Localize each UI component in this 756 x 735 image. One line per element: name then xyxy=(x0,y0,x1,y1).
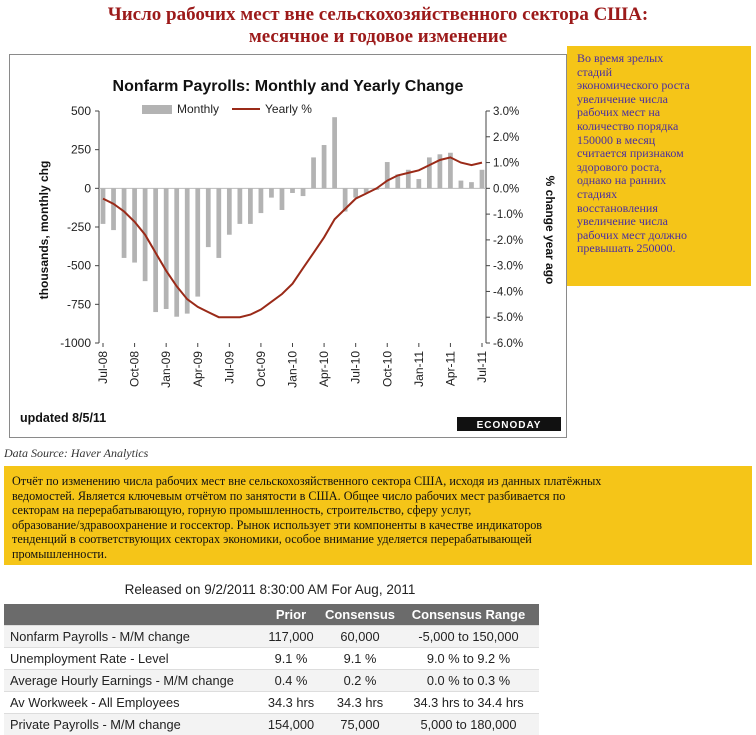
row-prior: 154,000 xyxy=(260,714,322,735)
x-tick-label: Jul-10 xyxy=(348,351,363,384)
row-name: Private Payrolls - M/M change xyxy=(4,714,260,735)
chart-title: Nonfarm Payrolls: Monthly and Yearly Change xyxy=(112,78,464,95)
monthly-bar xyxy=(237,188,242,224)
note-line: количество порядка xyxy=(577,118,679,133)
row-prior: 117,000 xyxy=(260,626,322,648)
monthly-bar xyxy=(385,162,390,188)
y-tick-label-right: -2.0% xyxy=(493,234,524,247)
monthly-bar xyxy=(195,188,200,296)
y-tick-label-right: 2.0% xyxy=(493,131,520,144)
x-tick-label: Jan-11 xyxy=(411,351,426,387)
note-line: превышать 250000. xyxy=(577,241,676,256)
description-line: секторам на перерабатывающую, горную промышленность, строительство, сферу услуг, xyxy=(12,503,472,517)
monthly-bar xyxy=(416,179,421,188)
table-row xyxy=(4,626,539,648)
x-tick-label: Apr-09 xyxy=(190,351,205,388)
y-tick-label-left: 0 xyxy=(84,181,91,196)
yearly-line xyxy=(103,157,482,317)
note-line: однако на ранних xyxy=(577,173,667,188)
description-line: тенденций в соответствующих секторах экономики, особое внимание уделяется перерабатывающей xyxy=(12,532,532,546)
y-tick-label-right: 0.0% xyxy=(493,183,520,196)
monthly-bar xyxy=(248,188,253,224)
y-tick-label-left: -1000 xyxy=(60,336,91,350)
monthly-bar xyxy=(122,188,127,258)
legend-monthly-label: Monthly xyxy=(177,102,220,116)
econoday-logo: ECONODAY xyxy=(476,420,542,431)
row-range: 9.0 % to 9.2 % xyxy=(398,648,539,670)
monthly-bar xyxy=(185,188,190,313)
x-tick-label: Jan-10 xyxy=(285,351,300,388)
release-header: Released on 9/2/2011 8:30:00 AM For Aug, 2011 xyxy=(124,582,416,597)
y-tick-label-right: -4.0% xyxy=(493,286,524,299)
row-consensus: 34.3 hrs xyxy=(322,692,398,714)
table-row xyxy=(4,670,539,692)
legend-monthly-swatch xyxy=(142,105,172,114)
y-tick-label-right: 1.0% xyxy=(493,157,520,170)
description-line: ведомостей. Является ключевым отчётом по занятости в США. Общее число рабочих мест разбивается по xyxy=(12,488,566,503)
monthly-bar xyxy=(353,188,358,197)
monthly-bar xyxy=(101,188,106,224)
page-title-line1: Число рабочих мест вне сельскохозяйственного сектора США: xyxy=(107,4,649,25)
data-source: Data Source: Haver Analytics xyxy=(4,446,149,460)
description-line: промышленности. xyxy=(12,546,108,561)
row-name: Average Hourly Earnings - M/M change xyxy=(4,670,260,692)
x-tick-label: Oct-09 xyxy=(253,351,268,388)
monthly-bar xyxy=(111,188,116,230)
monthly-bar xyxy=(164,188,169,309)
note-box xyxy=(567,46,751,286)
monthly-bar xyxy=(332,117,337,188)
monthly-bar xyxy=(259,188,264,213)
row-range: 5,000 to 180,000 xyxy=(398,714,539,735)
table-row xyxy=(4,648,539,670)
col-header-consensus: Consensus xyxy=(322,604,398,626)
y-tick-label-right: -1.0% xyxy=(493,209,524,222)
monthly-bar xyxy=(427,157,432,188)
row-consensus: 60,000 xyxy=(322,626,398,648)
row-prior: 9.1 % xyxy=(260,648,322,670)
note-line: стадий xyxy=(577,64,612,79)
x-tick-label: Jul-09 xyxy=(222,351,237,384)
description-box xyxy=(4,466,752,565)
payrolls-chart xyxy=(9,54,567,438)
row-name: Unemployment Rate - Level xyxy=(4,648,260,670)
row-prior: 34.3 hrs xyxy=(260,692,322,714)
row-name: Av Workweek - All Employees xyxy=(4,692,260,714)
note-line: считается признаком xyxy=(577,146,684,161)
monthly-bar xyxy=(174,188,179,316)
col-header-range: Consensus Range xyxy=(398,604,539,626)
y-tick-label-right: 3.0% xyxy=(493,106,520,118)
monthly-bar xyxy=(269,188,274,197)
y-tick-label-right: -5.0% xyxy=(493,312,524,325)
note-line: восстановления xyxy=(577,200,658,215)
note-line: рабочих мест на xyxy=(577,105,661,120)
page-title xyxy=(0,4,756,48)
monthly-bar xyxy=(280,188,285,210)
y-axis-title-left: thousands, monthly chg xyxy=(37,160,51,300)
y-tick-label-right: -6.0% xyxy=(493,338,524,350)
chart-canvas xyxy=(10,55,566,437)
row-range: -5,000 to 150,000 xyxy=(398,626,539,648)
monthly-bar xyxy=(459,181,464,189)
table-header-row xyxy=(4,604,539,626)
legend-yearly-label: Yearly % xyxy=(265,102,312,116)
description-line: Отчёт по изменению числа рабочих мест вне сельскохозяйственного сектора США, исходя из данных платёжных xyxy=(12,474,602,488)
note-line: экономического роста xyxy=(577,78,690,93)
monthly-bar xyxy=(216,188,221,258)
row-name: Nonfarm Payrolls - M/M change xyxy=(4,626,260,648)
note-line: Во время зрелых xyxy=(577,51,664,65)
note-line: стадиях xyxy=(577,186,618,201)
col-header-prior: Prior xyxy=(260,604,322,626)
note-line: 150000 в месяц xyxy=(577,132,656,147)
monthly-bar xyxy=(480,170,485,189)
monthly-bar xyxy=(311,157,316,188)
row-consensus: 75,000 xyxy=(322,714,398,735)
updated-label: updated 8/5/11 xyxy=(20,411,107,425)
page-title-line2: месячное и годовое изменение xyxy=(248,26,508,47)
x-tick-label: Oct-10 xyxy=(380,351,395,388)
y-tick-label-left: -250 xyxy=(66,220,91,234)
note-line: рабочих мест должно xyxy=(577,227,688,242)
y-tick-label-left: -500 xyxy=(66,258,91,273)
x-tick-label: Jan-09 xyxy=(159,351,174,388)
description-line: образование/здравоохранение и госсектор. Рынок использует эти компоненты в качестве индикаторов xyxy=(12,517,543,532)
col-header-name xyxy=(4,604,260,626)
monthly-bar xyxy=(227,188,232,234)
x-tick-label: Apr-11 xyxy=(443,351,458,387)
row-range: 34.3 hrs to 34.4 hrs xyxy=(398,692,539,714)
x-tick-label: Apr-10 xyxy=(317,351,332,388)
note-line: увеличение числа xyxy=(577,214,668,229)
row-range: 0.0 % to 0.3 % xyxy=(398,670,539,692)
monthly-bar xyxy=(206,188,211,247)
table-row xyxy=(4,692,539,714)
consensus-table xyxy=(4,604,539,735)
row-consensus: 9.1 % xyxy=(322,648,398,670)
table-row xyxy=(4,714,539,735)
y-axis-title-right: % change year ago xyxy=(543,175,557,285)
x-tick-label: Oct-08 xyxy=(127,351,142,388)
y-tick-label-right: -3.0% xyxy=(493,260,524,273)
y-tick-label-left: 500 xyxy=(70,104,91,118)
monthly-bar xyxy=(301,188,306,196)
note-line: увеличение числа xyxy=(577,91,668,106)
note-line: здорового роста, xyxy=(577,159,663,174)
row-consensus: 0.2 % xyxy=(322,670,398,692)
monthly-bar xyxy=(322,145,327,188)
monthly-bar xyxy=(132,188,137,262)
x-tick-label: Jul-08 xyxy=(96,351,110,384)
x-tick-label: Jul-11 xyxy=(475,351,489,383)
monthly-bar xyxy=(469,182,474,188)
y-tick-label-left: -750 xyxy=(66,297,91,312)
monthly-bar xyxy=(290,188,295,193)
y-tick-label-left: 250 xyxy=(70,142,91,157)
row-prior: 0.4 % xyxy=(260,670,322,692)
